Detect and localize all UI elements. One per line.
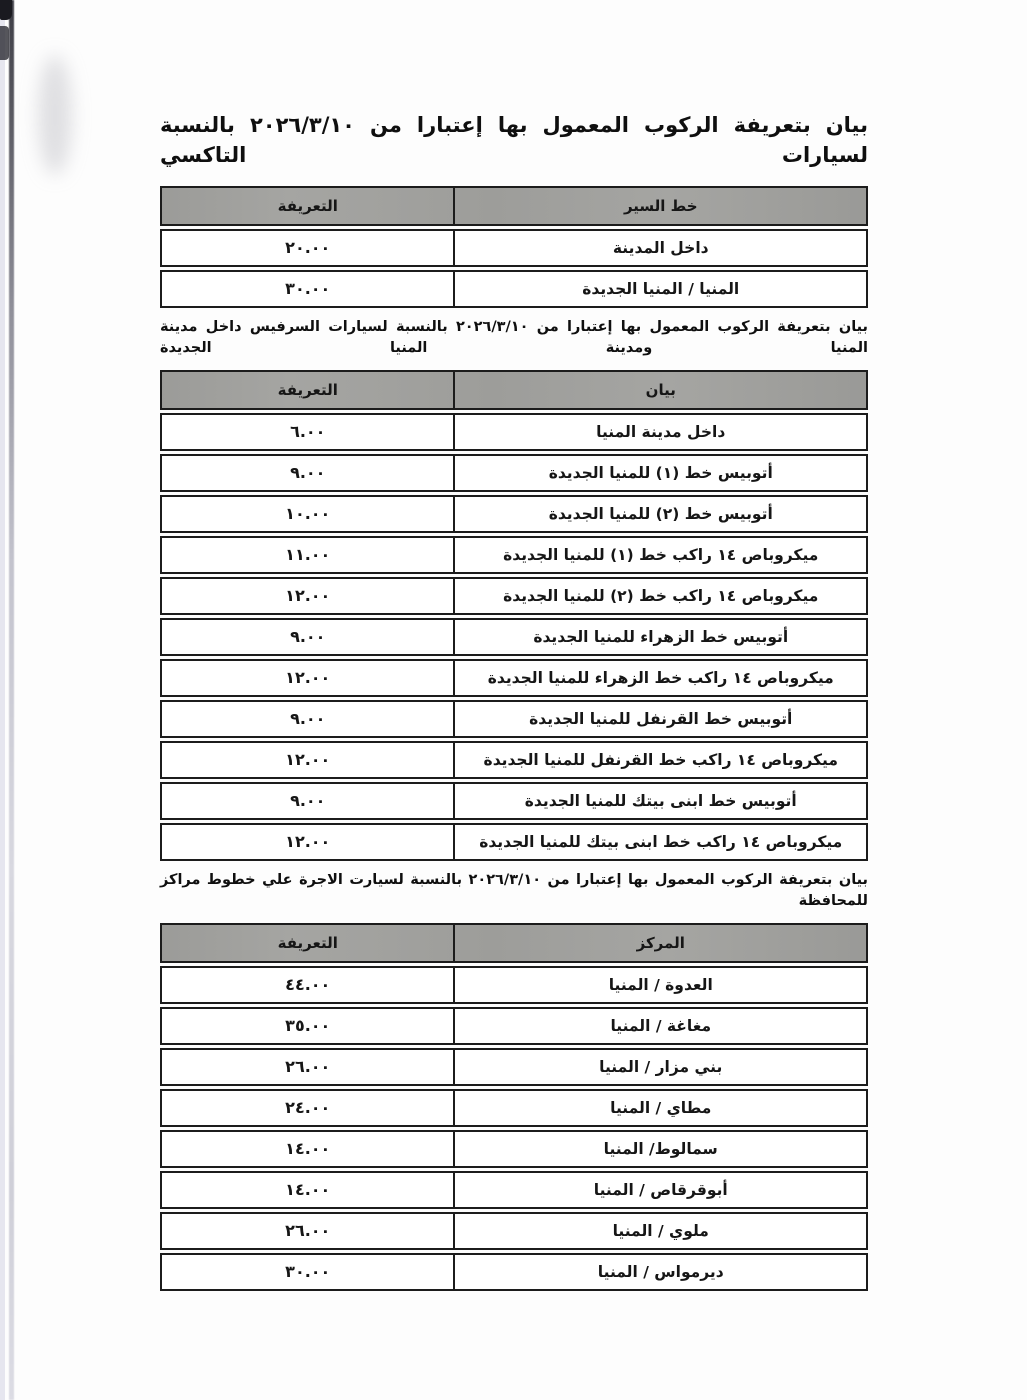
fare-table-row	[160, 659, 868, 697]
fare-table-row	[160, 577, 868, 615]
fare-table-row	[160, 1048, 868, 1086]
table-header-row	[160, 923, 868, 963]
fare-value: ٣٥.٠٠	[285, 1016, 331, 1036]
fare-table-row	[160, 536, 868, 574]
route-label: أتوبيس خط الزهراء للمنيا الجديدة	[453, 620, 866, 654]
fare-table-row	[160, 741, 868, 779]
fare-table-row	[160, 1171, 868, 1209]
fare-table-row	[160, 413, 868, 451]
fare-table-3	[160, 923, 868, 1291]
fare-table-row	[160, 1253, 868, 1291]
route-label: ميكروباص ١٤ راكب خط (١) للمنيا الجديدة	[453, 538, 866, 572]
column-header-fare: التعريفة	[277, 380, 338, 399]
fare-value: ١٢.٠٠	[285, 750, 331, 770]
document-content	[160, 0, 868, 1295]
fare-value: ٩.٠٠	[290, 463, 326, 483]
fare-table-1	[160, 186, 868, 308]
fare-table-row	[160, 823, 868, 861]
route-label: ميكروباص ١٤ راكب خط ابنى بيتك للمنيا الجديدة	[453, 825, 866, 859]
column-header-fare: التعريفة	[277, 196, 338, 215]
fare-table-row	[160, 618, 868, 656]
fare-value: ٣٠.٠٠	[285, 1262, 331, 1282]
fare-table-row	[160, 495, 868, 533]
fare-table-row	[160, 1130, 868, 1168]
fare-value: ١٤.٠٠	[285, 1180, 331, 1200]
fare-table-2	[160, 370, 868, 861]
fare-value: ٩.٠٠	[290, 709, 326, 729]
fare-table-row	[160, 1212, 868, 1250]
route-label: سمالوط/ المنيا	[453, 1132, 866, 1166]
fare-table-row	[160, 270, 868, 308]
table-header-row	[160, 186, 868, 226]
fare-table-row	[160, 1007, 868, 1045]
route-label: داخل مدينة المنيا	[453, 415, 866, 449]
route-label: أتوبيس خط (١) للمنيا الجديدة	[453, 456, 866, 490]
fare-value: ١٤.٠٠	[285, 1139, 331, 1159]
route-label: ميكروباص ١٤ راكب خط القرنفل للمنيا الجديدة	[453, 743, 866, 777]
section-title-2: بيان بتعريفة الركوب المعمول بها إعتبارا من ٢٠٢٦/٣/١٠ بالنسبة لسيارات السرفيس داخل مدينة المنيا ومدينة المنيا الجديدة	[160, 318, 869, 356]
route-label: ميكروباص ١٤ راكب خط (٢) للمنيا الجديدة	[453, 579, 866, 613]
fare-value: ١٢.٠٠	[285, 668, 331, 688]
route-label: أتوبيس خط القرنفل للمنيا الجديدة	[453, 702, 866, 736]
route-label: داخل المدينة	[453, 231, 866, 265]
scan-smudge	[38, 55, 72, 175]
fare-table-row	[160, 1089, 868, 1127]
fare-value: ٢٦.٠٠	[285, 1057, 331, 1077]
route-label: العدوة / المنيا	[453, 968, 866, 1002]
column-header-description: خط السير	[453, 188, 866, 224]
fare-value: ١١.٠٠	[285, 545, 331, 565]
route-label: أبوقرقاص / المنيا	[453, 1173, 866, 1207]
fare-value: ١٢.٠٠	[285, 832, 331, 852]
column-header-description: المركز	[453, 925, 866, 961]
fare-table-row	[160, 782, 868, 820]
scan-corner-mark	[0, 0, 12, 20]
fare-section	[160, 0, 868, 308]
fare-section	[160, 870, 868, 1291]
fare-value: ١٠.٠٠	[285, 504, 331, 524]
route-label: مطاي / المنيا	[453, 1091, 866, 1125]
route-label: المنيا / المنيا الجديدة	[453, 272, 866, 306]
fare-table-row	[160, 229, 868, 267]
scan-left-edge-strip	[0, 0, 5, 1400]
route-label: ديرمواس / المنيا	[453, 1255, 866, 1289]
fare-value: ١٢.٠٠	[285, 586, 331, 606]
route-label: ميكروباص ١٤ راكب خط الزهراء للمنيا الجديدة	[453, 661, 866, 695]
route-label: أتوبيس خط ابنى بيتك للمنيا الجديدة	[453, 784, 866, 818]
column-header-description: بيان	[453, 372, 866, 408]
fare-value: ٢٦.٠٠	[285, 1221, 331, 1241]
fare-table-row	[160, 454, 868, 492]
fare-value: ٣٠.٠٠	[285, 279, 331, 299]
fare-section	[160, 317, 868, 861]
route-label: مغاغة / المنيا	[453, 1009, 866, 1043]
fare-value: ٦.٠٠	[290, 422, 326, 442]
fare-value: ٢٤.٠٠	[285, 1098, 331, 1118]
column-header-fare: التعريفة	[277, 933, 338, 952]
scan-corner-mark-secondary	[0, 26, 9, 60]
route-label: أتوبيس خط (٢) للمنيا الجديدة	[453, 497, 866, 531]
fare-table-row	[160, 966, 868, 1004]
section-title-1: بيان بتعريفة الركوب المعمول بها إعتبارا من ٢٠٢٦/٣/١٠ بالنسبة لسيارات التاكسي	[160, 113, 869, 168]
fare-value: ٢٠.٠٠	[285, 238, 331, 258]
route-label: بني مزار / المنيا	[453, 1050, 866, 1084]
fare-value: ٤٤.٠٠	[285, 975, 331, 995]
table-header-row	[160, 370, 868, 410]
fare-value: ٩.٠٠	[290, 791, 326, 811]
route-label: ملوي / المنيا	[453, 1214, 866, 1248]
fare-value: ٩.٠٠	[290, 627, 326, 647]
section-title-3: بيان بتعريفة الركوب المعمول بها إعتبارا من ٢٠٢٦/٣/١٠ بالنسبة لسيارت الاجرة علي خطوط مراكز للمحافظة	[160, 871, 869, 909]
fare-table-row	[160, 700, 868, 738]
scan-left-shadow-line	[9, 0, 14, 1400]
